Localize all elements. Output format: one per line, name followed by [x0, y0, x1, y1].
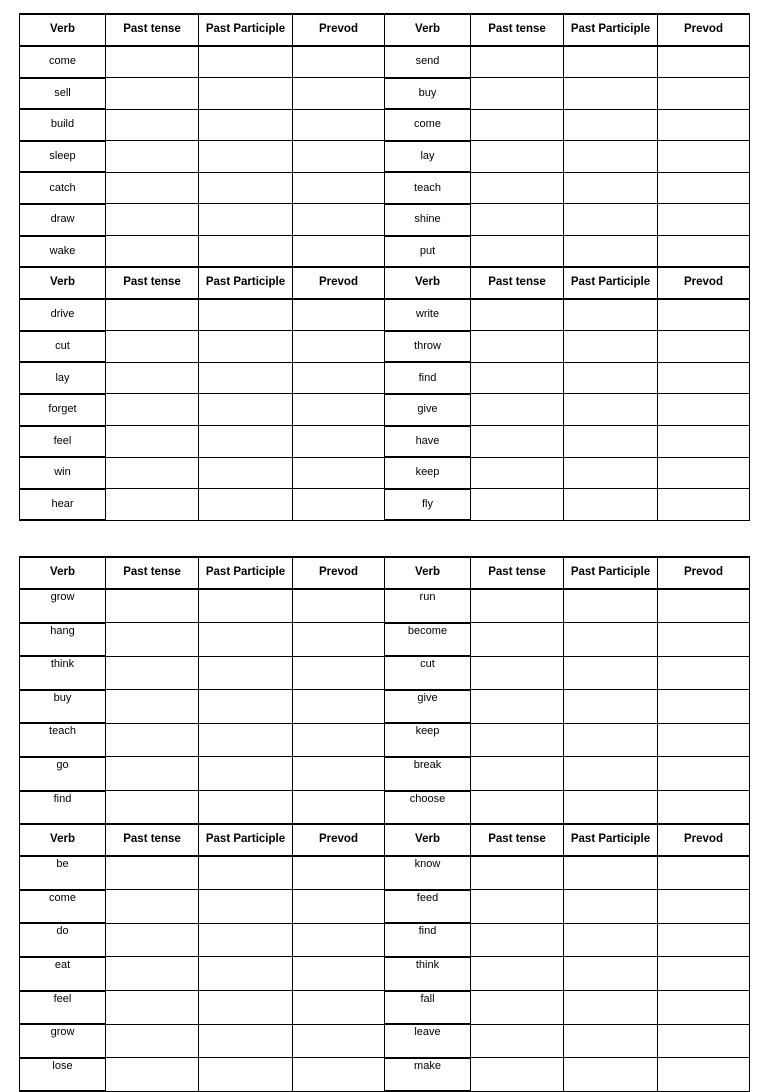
answer-cell-prevod[interactable]: [658, 299, 750, 331]
answer-cell-prevod[interactable]: [293, 394, 385, 426]
header-verb: Verb: [20, 267, 106, 299]
answer-cell-past-participle[interactable]: [564, 623, 658, 657]
answer-cell-past-participle[interactable]: [199, 890, 293, 924]
verb-cell: give: [385, 690, 471, 724]
answer-cell-past-tense[interactable]: [106, 394, 199, 426]
table-row: [20, 723, 750, 757]
table-row: [20, 394, 750, 426]
answer-cell-past-participle[interactable]: [199, 923, 293, 957]
table-row: [20, 1058, 750, 1092]
answer-cell-past-tense[interactable]: [106, 791, 199, 825]
answer-cell-past-tense[interactable]: [471, 172, 564, 204]
verb-cell: lose: [20, 1058, 106, 1092]
answer-cell-past-participle[interactable]: [199, 957, 293, 991]
answer-cell-prevod[interactable]: [658, 236, 750, 268]
answer-cell-past-participle[interactable]: [564, 656, 658, 690]
answer-cell-prevod[interactable]: [658, 457, 750, 489]
answer-cell-prevod[interactable]: [658, 923, 750, 957]
header-past-participle: Past Participle: [564, 267, 658, 299]
answer-cell-past-tense[interactable]: [471, 204, 564, 236]
header-past-tense: Past tense: [471, 267, 564, 299]
answer-cell-past-participle[interactable]: [199, 109, 293, 141]
answer-cell-past-tense[interactable]: [106, 457, 199, 489]
header-verb: Verb: [385, 14, 471, 46]
header-past-participle: Past Participle: [199, 557, 293, 589]
answer-cell-past-tense[interactable]: [471, 690, 564, 724]
answer-cell-past-participle[interactable]: [564, 489, 658, 521]
header-prevod: Prevod: [293, 557, 385, 589]
answer-cell-prevod[interactable]: [293, 856, 385, 890]
verb-cell: cut: [20, 331, 106, 363]
verb-cell: feel: [20, 991, 106, 1025]
answer-cell-past-participle[interactable]: [564, 141, 658, 173]
answer-cell-past-participle[interactable]: [564, 856, 658, 890]
answer-cell-past-participle[interactable]: [564, 236, 658, 268]
verb-cell: draw: [20, 204, 106, 236]
answer-cell-prevod[interactable]: [293, 991, 385, 1025]
verb-cell: keep: [385, 457, 471, 489]
answer-cell-past-participle[interactable]: [199, 723, 293, 757]
answer-cell-prevod[interactable]: [293, 46, 385, 78]
answer-cell-past-tense[interactable]: [106, 656, 199, 690]
verb-cell: come: [20, 46, 106, 78]
table-header-row: [20, 14, 750, 46]
answer-cell-prevod[interactable]: [658, 656, 750, 690]
answer-cell-past-tense[interactable]: [471, 957, 564, 991]
table-row: [20, 991, 750, 1025]
table-row: [20, 204, 750, 236]
answer-cell-prevod[interactable]: [658, 991, 750, 1025]
verb-cell: buy: [20, 690, 106, 724]
table-row: [20, 46, 750, 78]
answer-cell-prevod[interactable]: [658, 1058, 750, 1092]
verb-cell: come: [385, 109, 471, 141]
answer-cell-past-participle[interactable]: [199, 299, 293, 331]
header-past-tense: Past tense: [471, 557, 564, 589]
verb-cell: hang: [20, 623, 106, 657]
answer-cell-past-tense[interactable]: [106, 489, 199, 521]
table-header-row: [20, 557, 750, 589]
answer-cell-past-tense[interactable]: [471, 623, 564, 657]
verb-cell: feel: [20, 426, 106, 458]
answer-cell-prevod[interactable]: [293, 457, 385, 489]
answer-cell-past-tense[interactable]: [471, 856, 564, 890]
answer-cell-prevod[interactable]: [658, 394, 750, 426]
answer-cell-prevod[interactable]: [293, 791, 385, 825]
verb-cell: think: [20, 656, 106, 690]
verb-cell: hear: [20, 489, 106, 521]
answer-cell-past-participle[interactable]: [564, 791, 658, 825]
answer-cell-past-participle[interactable]: [564, 204, 658, 236]
answer-cell-prevod[interactable]: [658, 623, 750, 657]
verb-cell: do: [20, 923, 106, 957]
header-prevod: Prevod: [658, 824, 750, 856]
answer-cell-prevod[interactable]: [293, 426, 385, 458]
answer-cell-past-participle[interactable]: [199, 589, 293, 623]
answer-cell-past-participle[interactable]: [564, 362, 658, 394]
answer-cell-past-participle[interactable]: [199, 78, 293, 110]
table-header-row: [20, 824, 750, 856]
answer-cell-past-participle[interactable]: [199, 362, 293, 394]
answer-cell-past-participle[interactable]: [199, 172, 293, 204]
header-prevod: Prevod: [293, 14, 385, 46]
table-row: [20, 109, 750, 141]
answer-cell-past-participle[interactable]: [564, 331, 658, 363]
header-prevod: Prevod: [658, 557, 750, 589]
answer-cell-past-participle[interactable]: [199, 623, 293, 657]
answer-cell-past-tense[interactable]: [106, 78, 199, 110]
answer-cell-prevod[interactable]: [658, 204, 750, 236]
answer-cell-past-tense[interactable]: [106, 757, 199, 791]
answer-cell-prevod[interactable]: [293, 489, 385, 521]
answer-cell-past-participle[interactable]: [564, 890, 658, 924]
answer-cell-past-tense[interactable]: [471, 46, 564, 78]
answer-cell-past-participle[interactable]: [564, 46, 658, 78]
header-verb: Verb: [385, 824, 471, 856]
answer-cell-prevod[interactable]: [293, 1058, 385, 1092]
table-row: [20, 299, 750, 331]
verb-cell: grow: [20, 589, 106, 623]
answer-cell-past-tense[interactable]: [471, 923, 564, 957]
header-past-participle: Past Participle: [199, 14, 293, 46]
answer-cell-prevod[interactable]: [293, 589, 385, 623]
answer-cell-past-participle[interactable]: [199, 489, 293, 521]
verb-table-2: [19, 556, 750, 1092]
answer-cell-past-tense[interactable]: [471, 589, 564, 623]
answer-cell-prevod[interactable]: [293, 757, 385, 791]
answer-cell-past-tense[interactable]: [471, 489, 564, 521]
table-row: [20, 172, 750, 204]
answer-cell-past-participle[interactable]: [199, 141, 293, 173]
answer-cell-past-tense[interactable]: [471, 1058, 564, 1092]
verb-cell: fly: [385, 489, 471, 521]
header-past-participle: Past Participle: [564, 557, 658, 589]
answer-cell-past-tense[interactable]: [106, 957, 199, 991]
answer-cell-prevod[interactable]: [293, 236, 385, 268]
answer-cell-prevod[interactable]: [658, 791, 750, 825]
verb-cell: become: [385, 623, 471, 657]
answer-cell-past-tense[interactable]: [106, 172, 199, 204]
header-past-tense: Past tense: [106, 267, 199, 299]
answer-cell-past-tense[interactable]: [471, 299, 564, 331]
answer-cell-prevod[interactable]: [658, 362, 750, 394]
table-row: [20, 757, 750, 791]
answer-cell-past-participle[interactable]: [199, 656, 293, 690]
answer-cell-past-participle[interactable]: [199, 236, 293, 268]
answer-cell-past-tense[interactable]: [106, 923, 199, 957]
answer-cell-prevod[interactable]: [658, 890, 750, 924]
answer-cell-prevod[interactable]: [293, 923, 385, 957]
answer-cell-past-tense[interactable]: [106, 589, 199, 623]
answer-cell-past-tense[interactable]: [471, 457, 564, 489]
answer-cell-past-tense[interactable]: [106, 1024, 199, 1058]
answer-cell-past-tense[interactable]: [471, 1024, 564, 1058]
answer-cell-past-participle[interactable]: [564, 589, 658, 623]
answer-cell-prevod[interactable]: [658, 489, 750, 521]
answer-cell-prevod[interactable]: [293, 109, 385, 141]
answer-cell-prevod[interactable]: [293, 690, 385, 724]
verb-cell: drive: [20, 299, 106, 331]
verb-cell: break: [385, 757, 471, 791]
answer-cell-past-tense[interactable]: [471, 236, 564, 268]
answer-cell-past-tense[interactable]: [471, 791, 564, 825]
verb-cell: sleep: [20, 141, 106, 173]
answer-cell-past-participle[interactable]: [199, 46, 293, 78]
header-verb: Verb: [20, 14, 106, 46]
verb-cell: grow: [20, 1024, 106, 1058]
header-prevod: Prevod: [293, 824, 385, 856]
answer-cell-prevod[interactable]: [293, 1024, 385, 1058]
verb-cell: teach: [20, 723, 106, 757]
verb-cell: choose: [385, 791, 471, 825]
answer-cell-past-participle[interactable]: [564, 172, 658, 204]
table-row: [20, 331, 750, 363]
answer-cell-past-tense[interactable]: [106, 1058, 199, 1092]
table-row: [20, 489, 750, 521]
answer-cell-past-participle[interactable]: [564, 957, 658, 991]
answer-cell-past-tense[interactable]: [106, 723, 199, 757]
worksheet-2: [19, 556, 750, 1092]
header-past-participle: Past Participle: [564, 14, 658, 46]
verb-cell: throw: [385, 331, 471, 363]
header-past-tense: Past tense: [471, 824, 564, 856]
answer-cell-past-participle[interactable]: [199, 204, 293, 236]
answer-cell-prevod[interactable]: [658, 109, 750, 141]
header-verb: Verb: [385, 557, 471, 589]
verb-cell: lay: [20, 362, 106, 394]
answer-cell-past-tense[interactable]: [471, 991, 564, 1025]
answer-cell-prevod[interactable]: [658, 172, 750, 204]
verb-cell: find: [385, 923, 471, 957]
verb-cell: think: [385, 957, 471, 991]
answer-cell-prevod[interactable]: [658, 723, 750, 757]
answer-cell-past-participle[interactable]: [564, 757, 658, 791]
answer-cell-past-tense[interactable]: [106, 890, 199, 924]
header-verb: Verb: [385, 267, 471, 299]
answer-cell-past-participle[interactable]: [199, 757, 293, 791]
answer-cell-past-participle[interactable]: [564, 109, 658, 141]
verb-cell: send: [385, 46, 471, 78]
answer-cell-past-participle[interactable]: [199, 426, 293, 458]
answer-cell-past-tense[interactable]: [471, 331, 564, 363]
answer-cell-prevod[interactable]: [658, 856, 750, 890]
answer-cell-past-tense[interactable]: [106, 141, 199, 173]
verb-cell: eat: [20, 957, 106, 991]
header-verb: Verb: [20, 557, 106, 589]
table-row: [20, 141, 750, 173]
answer-cell-prevod[interactable]: [658, 78, 750, 110]
verb-cell: run: [385, 589, 471, 623]
table-row: [20, 457, 750, 489]
answer-cell-prevod[interactable]: [293, 141, 385, 173]
header-past-participle: Past Participle: [199, 824, 293, 856]
header-prevod: Prevod: [658, 14, 750, 46]
answer-cell-prevod[interactable]: [658, 141, 750, 173]
answer-cell-past-participle[interactable]: [564, 991, 658, 1025]
verb-cell: have: [385, 426, 471, 458]
verb-cell: shine: [385, 204, 471, 236]
answer-cell-past-tense[interactable]: [106, 109, 199, 141]
answer-cell-prevod[interactable]: [658, 589, 750, 623]
table-row: [20, 856, 750, 890]
answer-cell-past-participle[interactable]: [199, 331, 293, 363]
header-past-participle: Past Participle: [564, 824, 658, 856]
header-past-tense: Past tense: [106, 824, 199, 856]
answer-cell-past-participle[interactable]: [564, 1058, 658, 1092]
answer-cell-prevod[interactable]: [293, 172, 385, 204]
answer-cell-past-participle[interactable]: [564, 923, 658, 957]
verb-cell: win: [20, 457, 106, 489]
answer-cell-prevod[interactable]: [293, 957, 385, 991]
verb-cell: fall: [385, 991, 471, 1025]
answer-cell-past-tense[interactable]: [471, 109, 564, 141]
table-row: [20, 236, 750, 268]
answer-cell-past-tense[interactable]: [106, 426, 199, 458]
answer-cell-past-tense[interactable]: [106, 299, 199, 331]
table-row: [20, 362, 750, 394]
verb-cell: put: [385, 236, 471, 268]
verb-cell: cut: [385, 656, 471, 690]
answer-cell-past-tense[interactable]: [106, 46, 199, 78]
verb-cell: write: [385, 299, 471, 331]
answer-cell-prevod[interactable]: [658, 1024, 750, 1058]
answer-cell-prevod[interactable]: [658, 331, 750, 363]
header-prevod: Prevod: [658, 267, 750, 299]
answer-cell-prevod[interactable]: [658, 757, 750, 791]
answer-cell-past-participle[interactable]: [199, 1058, 293, 1092]
verb-cell: forget: [20, 394, 106, 426]
table-row: [20, 923, 750, 957]
answer-cell-past-tense[interactable]: [471, 890, 564, 924]
answer-cell-past-participle[interactable]: [564, 394, 658, 426]
answer-cell-past-tense[interactable]: [106, 623, 199, 657]
worksheet-1: [19, 13, 750, 521]
answer-cell-past-tense[interactable]: [106, 690, 199, 724]
table-row: [20, 890, 750, 924]
header-past-participle: Past Participle: [199, 267, 293, 299]
answer-cell-past-participle[interactable]: [199, 457, 293, 489]
answer-cell-past-tense[interactable]: [471, 141, 564, 173]
table-row: [20, 957, 750, 991]
table-row: [20, 589, 750, 623]
verb-cell: wake: [20, 236, 106, 268]
answer-cell-past-participle[interactable]: [564, 723, 658, 757]
answer-cell-prevod[interactable]: [293, 656, 385, 690]
verb-cell: know: [385, 856, 471, 890]
verb-cell: leave: [385, 1024, 471, 1058]
answer-cell-past-participle[interactable]: [564, 426, 658, 458]
verb-cell: give: [385, 394, 471, 426]
verb-cell: find: [385, 362, 471, 394]
answer-cell-past-tense[interactable]: [471, 723, 564, 757]
answer-cell-past-participle[interactable]: [199, 991, 293, 1025]
answer-cell-past-participle[interactable]: [564, 299, 658, 331]
answer-cell-past-participle[interactable]: [564, 78, 658, 110]
answer-cell-past-tense[interactable]: [471, 426, 564, 458]
verb-cell: catch: [20, 172, 106, 204]
header-past-tense: Past tense: [471, 14, 564, 46]
answer-cell-past-participle[interactable]: [564, 1024, 658, 1058]
answer-cell-past-tense[interactable]: [106, 991, 199, 1025]
header-verb: Verb: [20, 824, 106, 856]
answer-cell-past-tense[interactable]: [106, 236, 199, 268]
verb-cell: sell: [20, 78, 106, 110]
answer-cell-past-tense[interactable]: [106, 204, 199, 236]
answer-cell-prevod[interactable]: [293, 890, 385, 924]
answer-cell-past-participle[interactable]: [199, 856, 293, 890]
table-row: [20, 656, 750, 690]
verb-cell: keep: [385, 723, 471, 757]
answer-cell-past-tense[interactable]: [471, 362, 564, 394]
answer-cell-past-tense[interactable]: [106, 362, 199, 394]
answer-cell-prevod[interactable]: [293, 78, 385, 110]
answer-cell-prevod[interactable]: [293, 723, 385, 757]
table-row: [20, 426, 750, 458]
verb-cell: find: [20, 791, 106, 825]
answer-cell-past-tense[interactable]: [471, 394, 564, 426]
header-past-tense: Past tense: [106, 557, 199, 589]
table-header-row: [20, 267, 750, 299]
answer-cell-past-participle[interactable]: [199, 1024, 293, 1058]
verb-cell: make: [385, 1058, 471, 1092]
table-row: [20, 623, 750, 657]
verb-cell: feed: [385, 890, 471, 924]
answer-cell-prevod[interactable]: [293, 623, 385, 657]
answer-cell-prevod[interactable]: [293, 362, 385, 394]
answer-cell-prevod[interactable]: [658, 426, 750, 458]
table-row: [20, 1024, 750, 1058]
answer-cell-past-participle[interactable]: [199, 394, 293, 426]
verb-table-1: [19, 13, 750, 521]
answer-cell-past-tense[interactable]: [471, 78, 564, 110]
answer-cell-past-participle[interactable]: [199, 791, 293, 825]
answer-cell-prevod[interactable]: [293, 331, 385, 363]
table-row: [20, 791, 750, 825]
verb-cell: come: [20, 890, 106, 924]
answer-cell-past-participle[interactable]: [199, 690, 293, 724]
answer-cell-prevod[interactable]: [293, 299, 385, 331]
answer-cell-past-tense[interactable]: [106, 331, 199, 363]
header-prevod: Prevod: [293, 267, 385, 299]
answer-cell-past-participle[interactable]: [564, 457, 658, 489]
verb-cell: build: [20, 109, 106, 141]
verb-cell: be: [20, 856, 106, 890]
answer-cell-prevod[interactable]: [293, 204, 385, 236]
answer-cell-past-tense[interactable]: [106, 856, 199, 890]
table-row: [20, 690, 750, 724]
answer-cell-prevod[interactable]: [658, 690, 750, 724]
answer-cell-prevod[interactable]: [658, 46, 750, 78]
verb-cell: go: [20, 757, 106, 791]
table-row: [20, 78, 750, 110]
verb-cell: teach: [385, 172, 471, 204]
answer-cell-prevod[interactable]: [658, 957, 750, 991]
answer-cell-past-participle[interactable]: [564, 690, 658, 724]
answer-cell-past-tense[interactable]: [471, 656, 564, 690]
verb-cell: buy: [385, 78, 471, 110]
answer-cell-past-tense[interactable]: [471, 757, 564, 791]
verb-cell: lay: [385, 141, 471, 173]
header-past-tense: Past tense: [106, 14, 199, 46]
